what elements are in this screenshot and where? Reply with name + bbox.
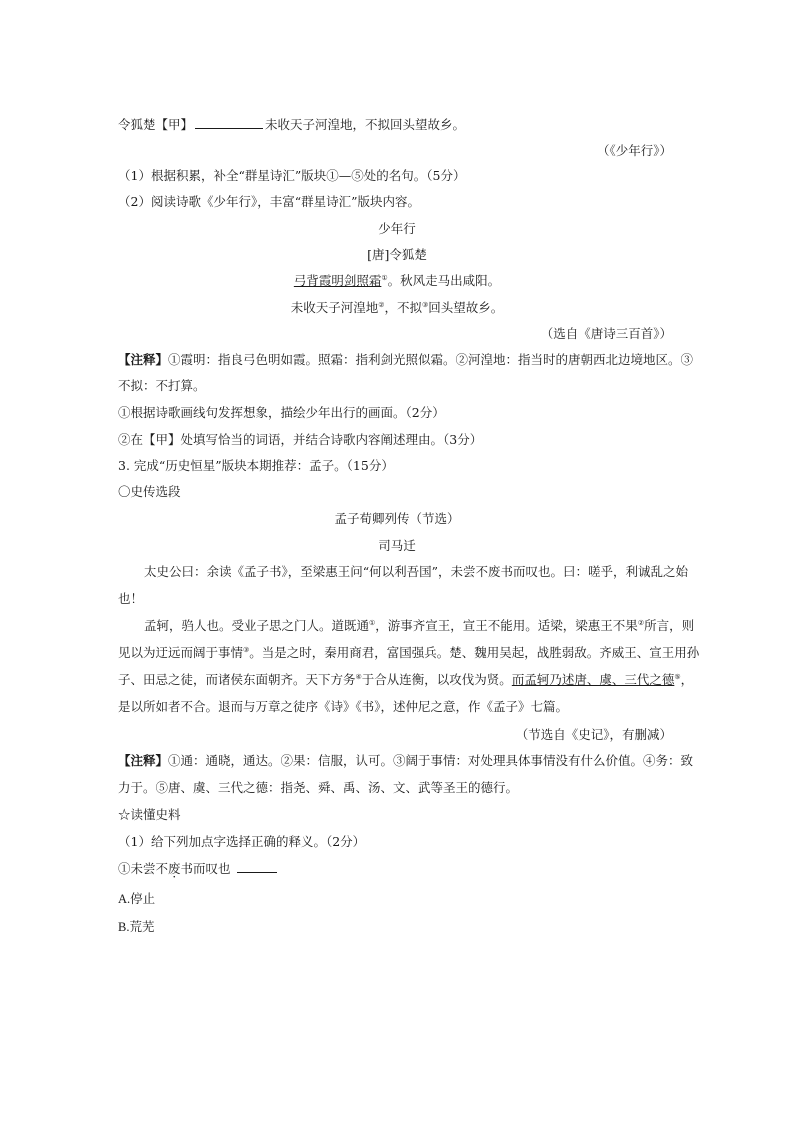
essay-p2-line-1: [0, 617, 794, 635]
essay-p2-line-2: [0, 644, 794, 662]
item-1: [0, 860, 794, 878]
answer-blank-jia[interactable]: [195, 116, 263, 129]
essay-notes-line-2: 力于。⑤唐、虞、三代之德：指尧、舜、禹、汤、文、武等圣王的德行。: [118, 780, 519, 795]
question-3-1: （1）给下列加点字选择正确的释义。（2分）: [118, 834, 366, 849]
section-read-history: ☆读懂史料: [118, 807, 181, 822]
essay-text: 于合从连衡，以攻伐为贤。: [361, 672, 512, 687]
poem-line-2: [0, 299, 794, 317]
essay-text: 子、田忌之徒，而诸侯东面朝齐。天下方务: [118, 672, 356, 687]
sub-question-2: ②在【甲】处填写恰当的词语，并结合诗歌内容阐述理由。（3分）: [118, 432, 483, 447]
poem-text: 。秋风走马出咸阳。: [387, 273, 501, 288]
poem-notes-line-2: 不拟：不打算。: [118, 378, 206, 393]
sub-question-1: ①根据诗歌画线句发挥想象，描绘少年出行的画面。（2分）: [118, 405, 445, 420]
poem-text: ，不拟: [384, 300, 422, 315]
essay-text: 孟轲，驺人也。受业子思之门人。道既通: [144, 618, 370, 633]
answer-blank-item-1[interactable]: [237, 860, 277, 873]
footnote-mark: ⑤: [674, 672, 681, 681]
essay-text: ，游事齐宣王，宣王不能用。适梁，梁惠王不果: [375, 618, 638, 633]
footnote-mark: ②: [378, 300, 385, 309]
section-historical-excerpt: 〇史传选段: [118, 484, 181, 499]
item-text: 书而叹也: [180, 861, 231, 876]
item-text: ①未尝不: [118, 861, 169, 876]
poem-title: 少年行: [378, 221, 416, 236]
dotted-character: 废: [168, 861, 181, 876]
underlined-line: 弓背霞明剑照霜: [293, 273, 382, 288]
poem-text: 回头望故乡。: [428, 300, 504, 315]
notes-text: ①霞明：指良弓色明如霞。照霜：指利剑光照似霜。②河湟地：指当时的唐朝西北边境地区。③: [168, 352, 694, 367]
question-1-2: （2）阅读诗歌《少年行》，丰富“群星诗汇”版块内容。: [118, 194, 420, 209]
question-3: 3. 完成“历史恒星”版块本期推荐：孟子。（15分）: [118, 458, 394, 473]
poem-author: [唐]令狐楚: [367, 247, 427, 262]
essay-text: 。当是之时，秦用商君，富国强兵。楚、魏用吴起，战胜弱敌。齐威王、宣王用孙: [249, 645, 700, 660]
footnote-mark: ①: [381, 273, 388, 282]
poem-source: （《少年行》）: [596, 143, 672, 158]
underlined-sentence: 而孟轲乃述唐、虞、三代之德: [511, 672, 675, 687]
question-1-1: （1）根据积累，补全“群星诗汇”版块①—⑤处的名句。（5分）: [118, 168, 466, 183]
essay-notes-line-1: [0, 752, 794, 770]
notes-label: 【注释】: [118, 753, 169, 768]
footnote-mark: ②: [637, 618, 645, 627]
footnote-mark: ③: [243, 645, 250, 654]
poem-line-1: [0, 272, 794, 290]
essay-text: 见以为迂远而阔于事情: [118, 645, 244, 660]
poem-line-before: 令狐楚【甲】: [118, 117, 194, 132]
essay-p2-line-4: 是以所如者不合。退而与万章之徒序《诗》《书》，述仲尼之意，作《孟子》七篇。: [118, 699, 569, 714]
option-a[interactable]: A.停止: [118, 892, 156, 906]
essay-p2-line-3: [0, 671, 794, 689]
poem-anthology-source: （选自《唐诗三百首》）: [540, 326, 672, 341]
essay-title: 孟子荀卿列传（节选）: [334, 511, 460, 526]
poem-line-after: 未收天子河湟地，不拟回头望故乡。: [265, 117, 466, 132]
poem-notes-line-1: [0, 351, 794, 369]
notes-text: ①通：通晓，通达。②果：信服，认可。③阔于事情：对处理具体事情没有什么价值。④务：致: [168, 753, 694, 768]
essay-text: 所言，则: [644, 618, 695, 633]
essay-source: （节选自《史记》，有删减）: [515, 727, 672, 742]
footnote-mark: ①: [369, 618, 376, 627]
notes-label: 【注释】: [118, 352, 169, 367]
essay-author: 司马迁: [378, 538, 416, 553]
essay-text: ，: [680, 672, 694, 687]
essay-p1-line-1: 太史公曰：余读《孟子书》，至梁惠王问“何以利吾国”，未尝不废书而叹也。曰：嗟乎，利诚乱之始: [144, 564, 689, 579]
poem-fill-line: [0, 116, 794, 134]
essay-p1-line-2: 也！: [118, 591, 144, 606]
footnote-mark: ③: [422, 300, 429, 309]
footnote-mark: ④: [355, 672, 362, 681]
option-b[interactable]: B.荒芜: [118, 920, 155, 934]
poem-text: 未收天子河湟地: [290, 300, 379, 315]
